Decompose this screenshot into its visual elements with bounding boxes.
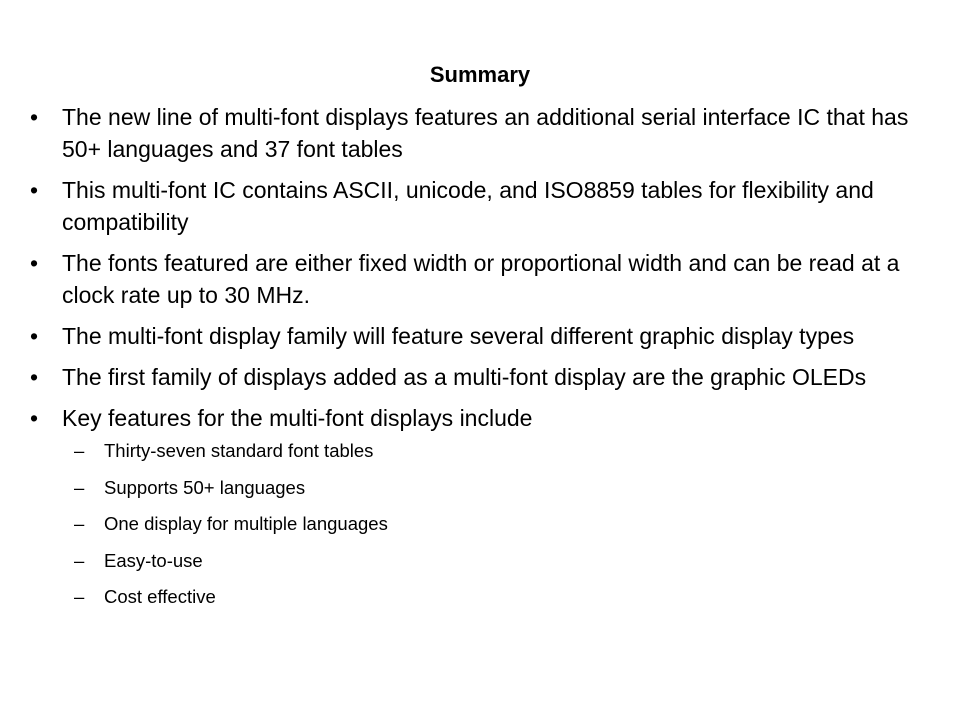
bullet-text: The first family of displays added as a multi-font display are the graphic OLEDs	[62, 364, 867, 390]
sub-bullet-marker: –	[74, 586, 85, 608]
sub-bullet-text: Cost effective	[104, 586, 216, 608]
sub-bullet-text: Supports 50+ languages	[104, 476, 306, 498]
bullet-text: Key features for the multi-font displays include	[62, 405, 533, 431]
sub-bullet-list	[62, 439, 930, 609]
sub-bullet-item	[62, 549, 930, 573]
sub-bullet-item	[62, 439, 930, 463]
bullet-item	[30, 320, 930, 352]
sub-bullet-text: One display for multiple languages	[104, 513, 388, 535]
bullet-item	[30, 174, 930, 238]
sub-bullet-marker: –	[74, 549, 85, 571]
bullet-text: The new line of multi-font displays features an additional serial interface IC that has 50+ languages and 37 font tables	[62, 104, 909, 162]
sub-bullet-item	[62, 512, 930, 536]
bullet-marker: •	[30, 177, 39, 203]
bullet-text: The multi-font display family will feature several different graphic display types	[62, 323, 855, 349]
sub-bullet-item	[62, 585, 930, 609]
bullet-item	[30, 101, 930, 165]
slide-title: Summary	[429, 62, 531, 87]
sub-bullet-item	[62, 476, 930, 500]
bullet-item	[30, 247, 930, 311]
sub-bullet-marker: –	[74, 513, 85, 535]
bullet-marker: •	[30, 323, 39, 349]
sub-bullet-marker: –	[74, 440, 85, 461]
bullet-text: The fonts featured are either fixed width or proportional width and can be read at a clock rate up to 30 MHz.	[62, 250, 900, 308]
bullet-text: This multi-font IC contains ASCII, unicode, and ISO8859 tables for flexibility and compatibility	[62, 177, 874, 235]
sub-bullet-text: Easy-to-use	[104, 549, 203, 571]
bullet-marker: •	[30, 250, 39, 276]
bullet-item-key-features	[30, 402, 930, 609]
bullet-marker: •	[30, 104, 39, 130]
bullet-marker: •	[30, 405, 39, 431]
sub-bullet-marker: –	[74, 476, 85, 498]
bullet-item	[30, 361, 930, 393]
sub-bullet-text: Thirty-seven standard font tables	[104, 440, 374, 461]
bullet-list	[30, 101, 930, 622]
bullet-marker: •	[30, 364, 39, 390]
